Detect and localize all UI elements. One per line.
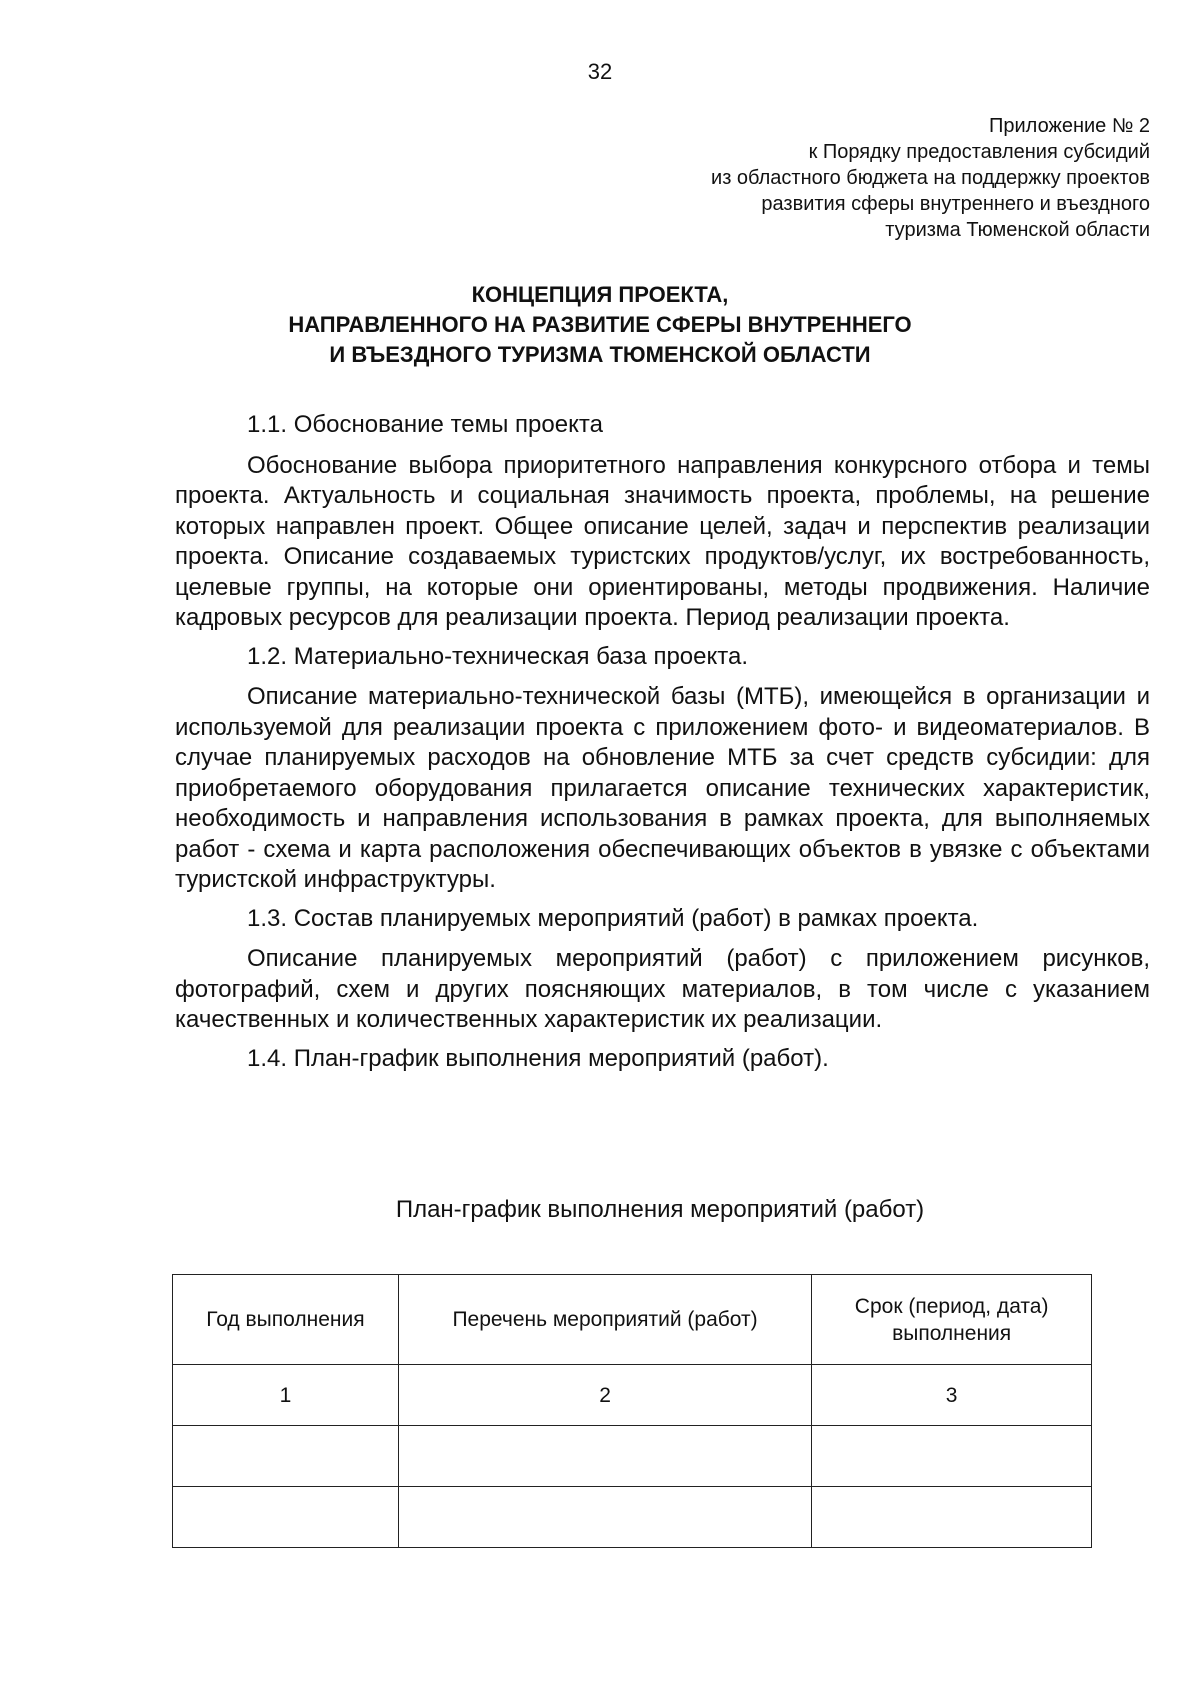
header-deadline: Срок (период, дата) выполнения [812,1275,1092,1365]
table-cell [812,1487,1092,1548]
header-year: Год выполнения [173,1275,399,1365]
appendix-line: туризма Тюменской области [885,219,1150,241]
section-text-1-1: Обоснование выбора приоритетного направления конкурсного отбора и темы проекта. Актуальность и социальная значимость проекта, проблемы, на решение которых направлен проект. Общее описание целей, задач и перспектив реализации проекта. Описание создаваемых туристских продуктов/услуг, их востребованность, целевые группы, на которые они ориентированы, методы продвижения. Наличие кадровых ресурсов для реализации проекта. Период реализации проекта. [175,451,1150,631]
table-cell [398,1487,811,1548]
table-row [173,1426,1092,1487]
header-activities: Перечень мероприятий (работ) [398,1275,811,1365]
appendix-note [450,113,1150,243]
column-number: 3 [812,1365,1092,1426]
section-heading-1-3: 1.3. Состав планируемых мероприятий (работ) в рамках проекта. [247,904,979,932]
appendix-line: к Порядку предоставления субсидий [808,141,1150,163]
table-cell [173,1487,399,1548]
title-line: НАПРАВЛЕННОГО НА РАЗВИТИЕ СФЕРЫ ВНУТРЕННЕГО [288,312,912,337]
appendix-line: из областного бюджета на поддержку проектов [711,167,1150,189]
table-cell [173,1426,399,1487]
title-line: И ВЪЕЗДНОГО ТУРИЗМА ТЮМЕНСКОЙ ОБЛАСТИ [329,342,871,367]
table-title: План-график выполнения мероприятий (работ) [395,1196,925,1223]
column-number: 2 [398,1365,811,1426]
section-heading-1-1: 1.1. Обоснование темы проекта [247,411,603,438]
section-heading-1-4: 1.4. План-график выполнения мероприятий (работ). [247,1044,829,1072]
table-cell [812,1426,1092,1487]
section-heading-1-2: 1.2. Материально-техническая база проекта. [247,642,748,670]
table-number-row [173,1365,1092,1426]
appendix-line: Приложение № 2 [989,115,1150,137]
table-row [173,1487,1092,1548]
schedule-table [172,1274,1092,1548]
table-header-row [173,1275,1092,1365]
document-title [0,280,1200,370]
title-line: КОНЦЕПЦИЯ ПРОЕКТА, [471,282,729,307]
document-body [175,410,1150,1074]
table-cell [398,1426,811,1487]
appendix-line: развития сферы внутреннего и въездного [761,193,1150,215]
section-text-1-3: Описание планируемых мероприятий (работ) с приложением рисунков, фотографий, схем и других поясняющих материалов, в том числе с указанием качественных и количественных характеристик их реализации. [175,945,1150,1033]
column-number: 1 [173,1365,399,1426]
page-number: 32 [587,59,613,84]
section-text-1-2: Описание материально-технической базы (МТБ), имеющейся в организации и используемой для реализации проекта с приложением фото- и видеоматериалов. В случае планируемых расходов на обновление МТБ за счет средств субсидии: для приобретаемого оборудования прилагается описание технических характеристик, необходимость и направления использования в рамках проекта, для выполняемых работ - схема и карта расположения обеспечивающих объектов в увязке с объектами туристской инфраструктуры. [175,683,1150,893]
